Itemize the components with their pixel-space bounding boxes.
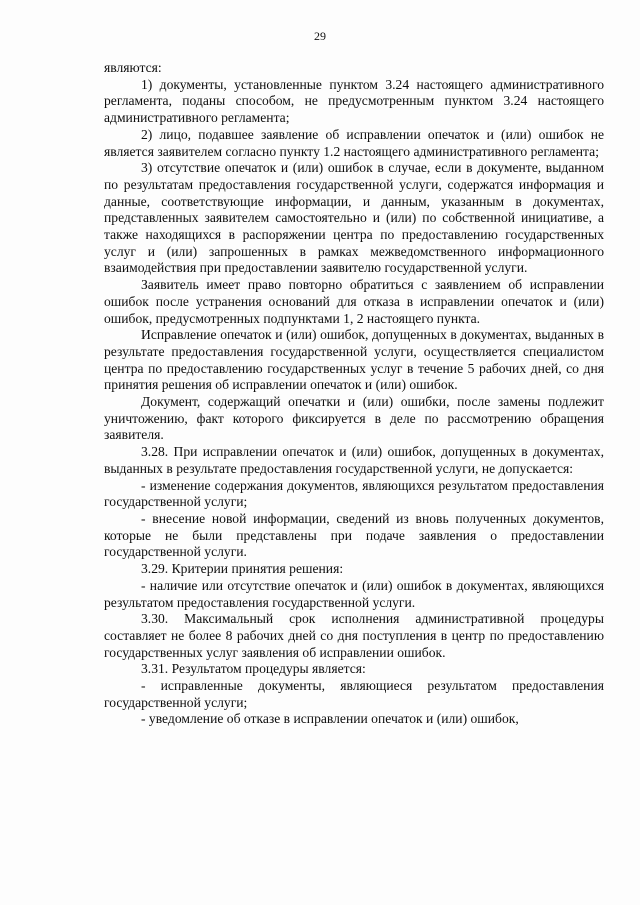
paragraph-2: 2) лицо, подавшее заявление об исправлении опечаток и (или) ошибок не является заявителем согласно пункту 1.2 настоящего административного регламента;: [104, 126, 604, 159]
paragraph-0: являются:: [104, 60, 162, 75]
paragraph-12: 3.30. Максимальный срок исполнения административной процедуры составляет не более 8 рабочих дней со дня поступления в центр по предоставлению государственных услуг заявления об исправлении ошибок.: [104, 611, 604, 660]
paragraph-9: - внесение новой информации, сведений из вновь полученных документов, которые не были представлены при подаче заявления о предоставлении государственной услуги.: [104, 510, 604, 560]
paragraph-7: 3.28. При исправлении опечаток и (или) ошибок, допущенных в документах, выданных в результате предоставления государственной услуги, не допускается:: [104, 444, 604, 476]
page-number: 29: [314, 29, 326, 43]
paragraph-15: - уведомление об отказе в исправлении опечаток и (или) ошибок,: [141, 711, 519, 727]
paragraph-6: Документ, содержащий опечатки и (или) ошибки, после замены подлежит уничтожению, факт которого фиксируется в деле по рассмотрению обращения заявителя.: [104, 394, 604, 443]
paragraph-5: Исправление опечаток и (или) ошибок, допущенных в документах, выданных в результате предоставления государственной услуги, осуществляется специалистом центра по предоставлению государственных услуг в течение 5 рабочих дней, со дня принятия решения об исправлении опечаток и (или) ошибок.: [104, 327, 604, 393]
document-body: [104, 60, 604, 728]
paragraph-3: 3) отсутствие опечаток и (или) ошибок в случае, если в документе, выданном по результатам предоставления государственной услуги, содержатся информация и данные, соответствующие информации, и данным, указанным в документах, представленных заявителем самостоятельно и (или) по собственной инициативе, а также находящихся в распоряжении центра по предоставлению государственных услуг и (или) запрошенных в рамках межведомственного информационного взаимодействия при предоставлении заявителю государственной услуги.: [104, 160, 604, 276]
paragraph-4: Заявитель имеет право повторно обратиться с заявлением об исправлении ошибок после устранения оснований для отказа в исправлении опечаток и (или) ошибок, предусмотренных подпунктами 1, 2 настоящего пункта.: [104, 277, 604, 326]
paragraph-1: 1) документы, установленные пунктом 3.24 настоящего административного регламента, поданы способом, не предусмотренным пунктом 3.24 настоящего административного регламента;: [104, 76, 604, 126]
paragraph-11: - наличие или отсутствие опечаток и (или) ошибок в документах, являющихся результатом предоставления государственной услуги.: [104, 577, 604, 610]
paragraph-14: - исправленные документы, являющиеся результатом предоставления государственной услуги;: [104, 678, 604, 710]
paragraph-13: 3.31. Результатом процедуры является:: [141, 661, 366, 677]
paragraph-10: 3.29. Критерии принятия решения:: [141, 561, 344, 577]
paragraph-8: - изменение содержания документов, являющихся результатом предоставления государственной услуги;: [104, 477, 604, 510]
